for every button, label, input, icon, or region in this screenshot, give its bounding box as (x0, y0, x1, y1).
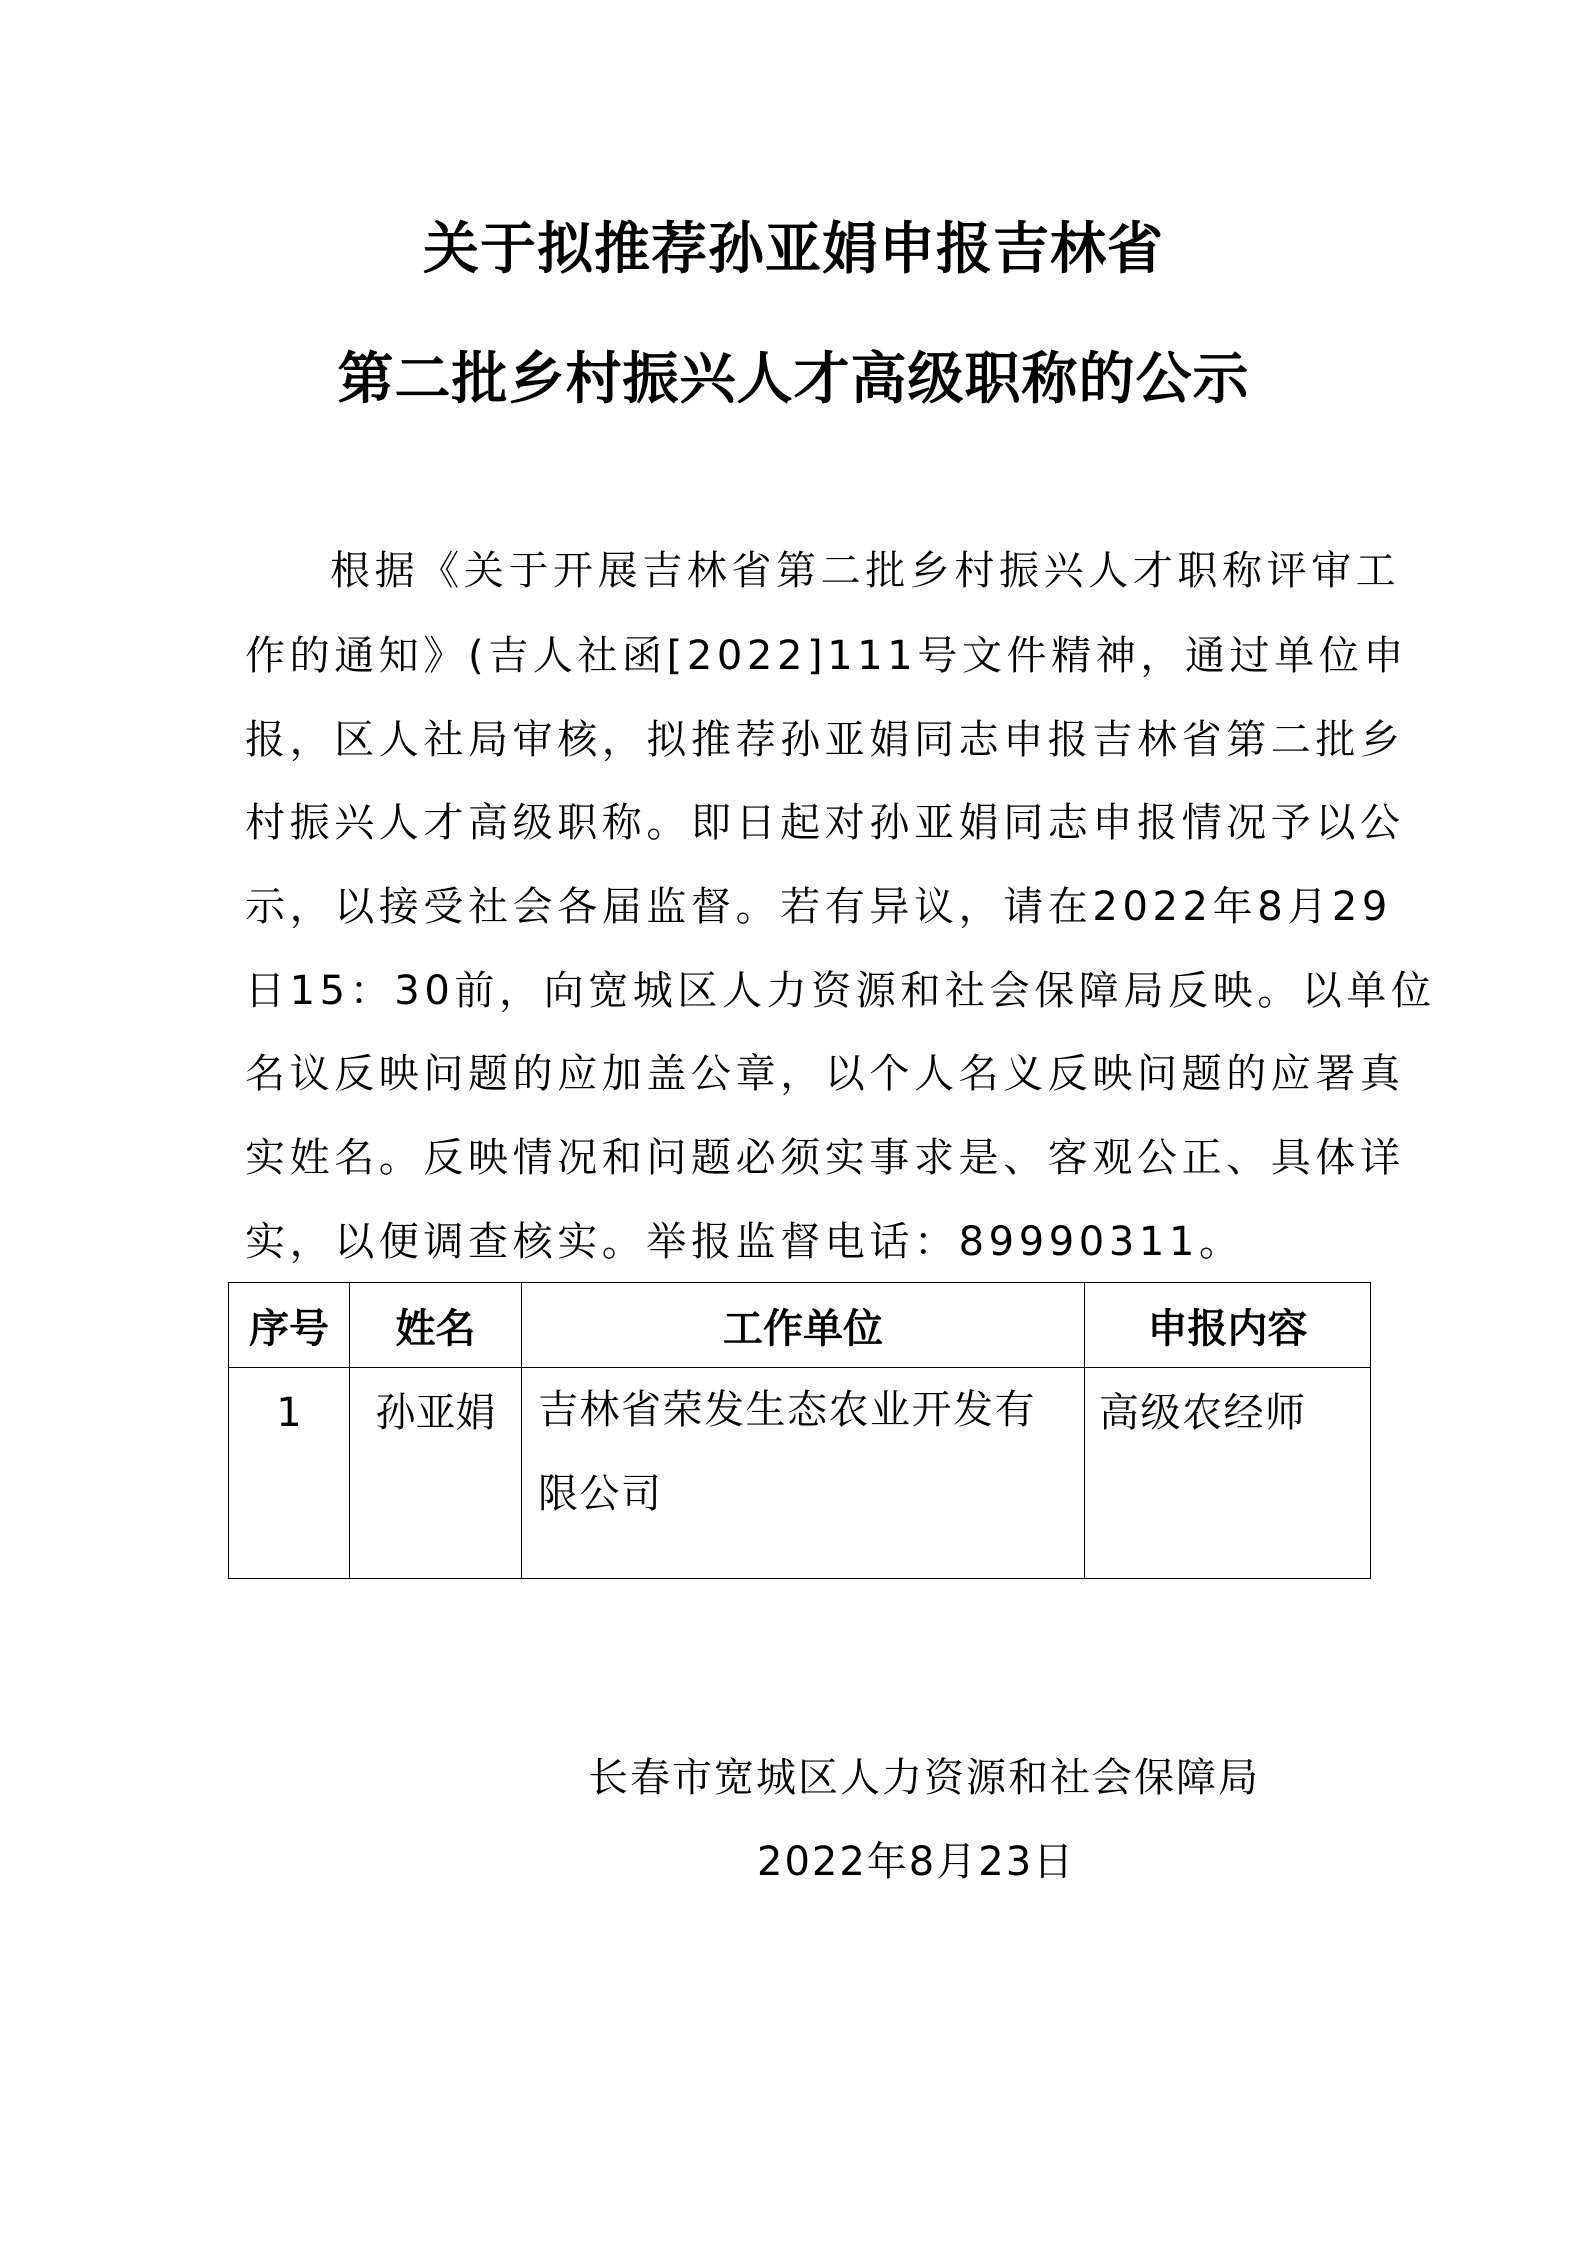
issuing-organization: 长春市宽城区人力资源和社会保障局 (588, 1755, 1260, 1801)
table-row (229, 1368, 1371, 1579)
applicant-table (228, 1282, 1371, 1579)
cell-unit-line-2: 限公司 (538, 1471, 663, 1517)
issue-date: 2022年8月23日 (757, 1839, 1076, 1885)
cell-no: 1 (229, 1368, 350, 1579)
notice-title-line-2: 第二批乡村振兴人才高级职称的公示 (337, 347, 1250, 412)
table-header-row (229, 1283, 1371, 1368)
body-line-8: 实姓名。反映情况和问题必须实事求是、客观公正、具体详 (245, 1135, 1405, 1181)
header-unit: 工作单位 (522, 1283, 1085, 1368)
header-no: 序号 (229, 1283, 350, 1368)
header-name: 姓名 (350, 1283, 522, 1368)
body-line-2: 作的通知》(吉人社函[2022]111号文件精神，通过单位申 (245, 633, 1408, 679)
body-line-3: 报，区人社局审核，拟推荐孙亚娟同志申报吉林省第二批乡 (245, 717, 1405, 763)
cell-name: 孙亚娟 (350, 1368, 522, 1579)
body-line-4: 村振兴人才高级职称。即日起对孙亚娟同志申报情况予以公 (245, 800, 1405, 846)
cell-title: 高级农经师 (1085, 1368, 1371, 1579)
body-line-1: 根据《关于开展吉林省第二批乡村振兴人才职称评审工 (330, 548, 1401, 594)
cell-unit (522, 1368, 1085, 1579)
body-line-9: 实，以便调查核实。举报监督电话：89990311。 (245, 1219, 1244, 1265)
header-title: 申报内容 (1085, 1283, 1371, 1368)
body-line-5: 示，以接受社会各届监督。若有异议，请在2022年8月29 (245, 884, 1392, 930)
notice-title-line-1: 关于拟推荐孙亚娟申报吉林省 (423, 217, 1164, 282)
body-line-6: 日15：30前，向宽城区人力资源和社会保障局反映。以单位 (245, 968, 1436, 1014)
cell-unit-line-1: 吉林省荣发生态农业开发有 (538, 1387, 1036, 1433)
body-line-7: 名议反映问题的应加盖公章，以个人名义反映问题的应署真 (245, 1051, 1405, 1097)
